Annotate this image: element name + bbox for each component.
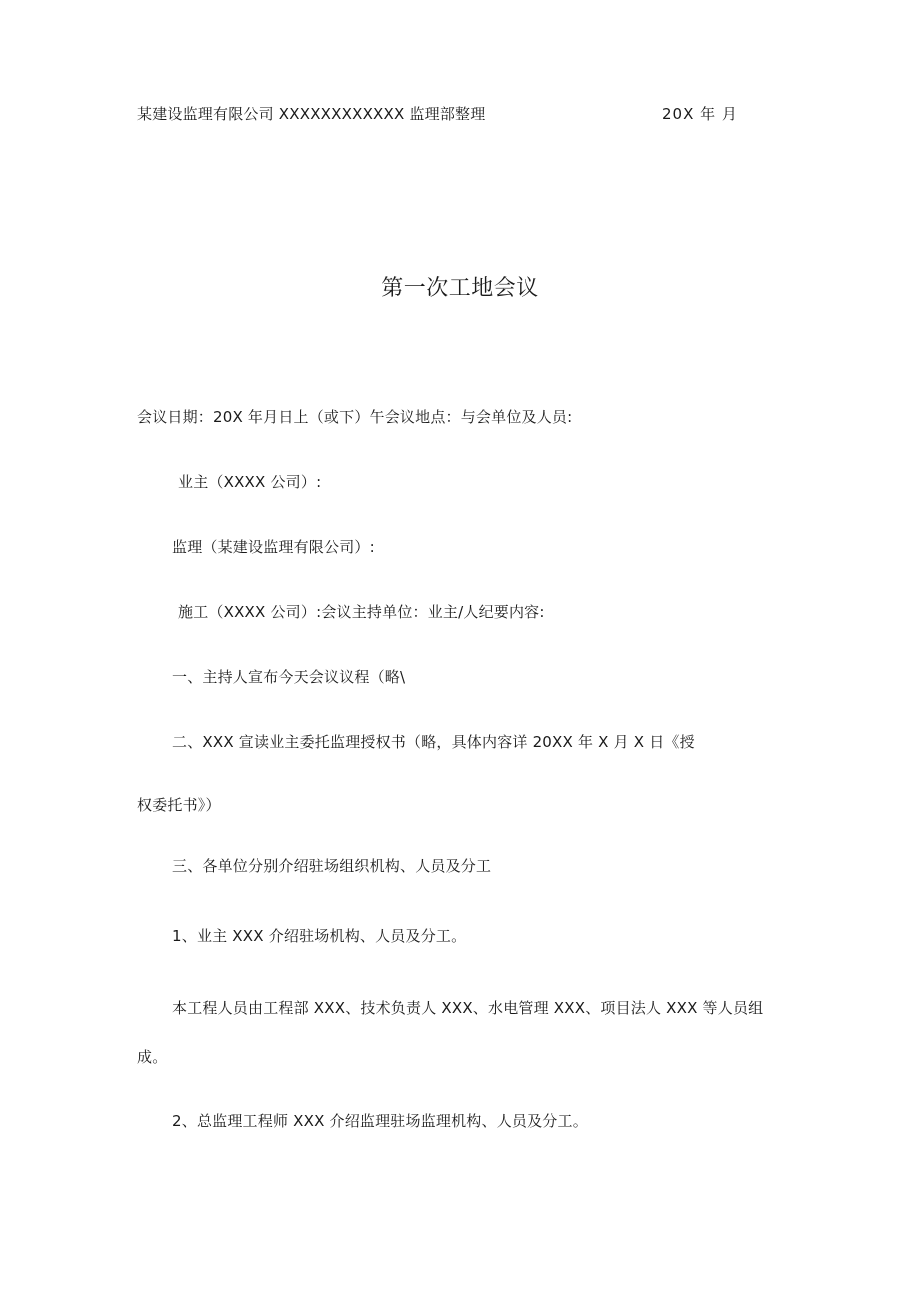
header-organization: 某建设监理有限公司 XXXXXXXXXXXX 监理部整理 bbox=[137, 105, 486, 123]
paragraph-item-1: 一、主持人宣布今天会议议程（略\ bbox=[172, 668, 406, 686]
paragraph-construction: 施工（XXXX 公司）:会议主持单位：业主/人纪要内容: bbox=[178, 603, 545, 621]
paragraph-item-3: 三、各单位分别介绍驻场组织机构、人员及分工 bbox=[172, 857, 492, 875]
paragraph-subitem-1: 1、业主 XXX 介绍驻场机构、人员及分工。 bbox=[172, 927, 467, 945]
header-date: 20X 年 月 bbox=[662, 105, 738, 123]
paragraph-meeting-info: 会议日期：20X 年月日上（或下）午会议地点：与会单位及人员: bbox=[137, 408, 573, 426]
document-title: 第一次工地会议 bbox=[381, 276, 539, 301]
paragraph-supervisor: 监理（某建设监理有限公司）: bbox=[172, 538, 375, 556]
paragraph-subitem-2: 2、总监理工程师 XXX 介绍监理驻场监理机构、人员及分工。 bbox=[172, 1112, 588, 1130]
paragraph-staff-continued: 成。 bbox=[137, 1048, 168, 1066]
paragraph-staff: 本工程人员由工程部 XXX、技术负责人 XXX、水电管理 XXX、项目法人 XXX 等人员组 bbox=[172, 999, 764, 1017]
paragraph-item-2: 二、XXX 宣读业主委托监理授权书（略，具体内容详 20XX 年 X 月 X 日《授 bbox=[172, 733, 695, 751]
paragraph-item-2-continued: 权委托书》） bbox=[137, 796, 221, 814]
paragraph-owner: 业主（XXXX 公司）: bbox=[178, 473, 322, 491]
